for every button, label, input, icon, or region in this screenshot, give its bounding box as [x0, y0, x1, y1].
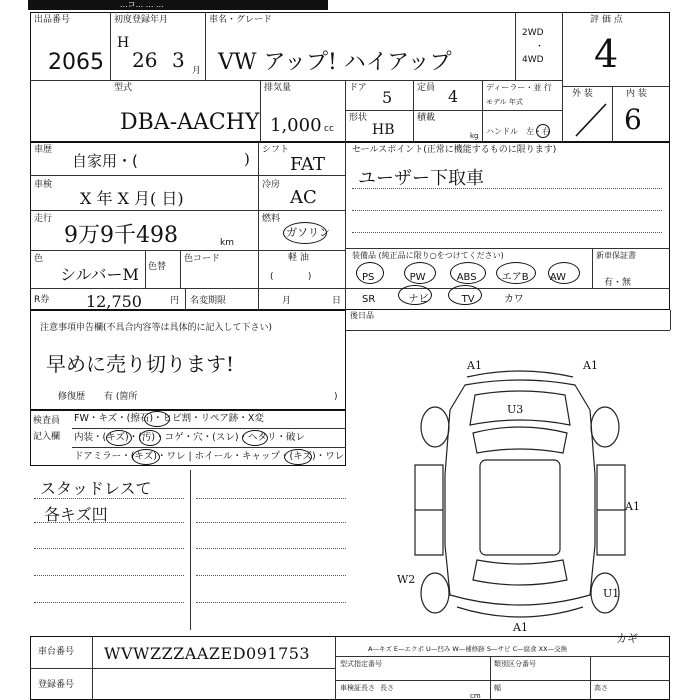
carname-value: VW アップ! ハイアップ — [218, 50, 452, 75]
aircon-label: 冷房 — [262, 180, 281, 190]
mark-kagi: カギ — [616, 632, 638, 645]
notes-value: 早めに売り切ります! — [46, 352, 235, 376]
notes-label: 注意事項申告欄(不具合内容等は具体的に記入して下さい) — [40, 323, 273, 333]
door-label: ドア — [349, 83, 367, 93]
fuel-circle — [283, 222, 327, 244]
eq-ps-circle — [356, 262, 384, 284]
month-label: 月 — [282, 296, 292, 306]
reg-month: 3 — [172, 48, 185, 72]
bottom-c: 車検証長さ — [340, 684, 375, 692]
mark-a1-rear: A1 — [513, 621, 528, 634]
insp-circle-2 — [106, 430, 132, 446]
inspector-row3: ドアミラー・(キズ)・ワレ | ホイール・キャップ・(キズ)・ワレ — [74, 451, 345, 462]
door-value: 5 — [382, 88, 393, 107]
displacement-label: 排気量 — [264, 83, 292, 93]
drive-2wd: 2WD — [522, 28, 544, 38]
color-code-label: 色コード — [184, 254, 221, 264]
mark-u1: U1 — [603, 587, 620, 600]
handle-value: 左・右 — [526, 127, 550, 136]
mileage-value: 9万9千498 — [64, 223, 178, 248]
legend: A—キズ E—エクボ U—凹み W—補修跡 S—サビ C—腐食 XX—交換 — [368, 645, 568, 653]
inspector-row1: FW・キズ・(擦石)・ヒビ割・リペア跡・X変 — [74, 413, 264, 424]
car-diagram — [395, 355, 645, 635]
eq-pw-circle — [404, 262, 436, 284]
drive-dot: ・ — [535, 42, 545, 52]
shape-value: HB — [372, 122, 395, 138]
model-value: DBA-AACHY — [120, 110, 260, 135]
insp-circle-4 — [242, 430, 268, 446]
km-unit: km — [220, 238, 234, 248]
eq-abs: ABS — [456, 272, 477, 283]
insp-circle-3 — [139, 430, 161, 446]
capacity-value: 4 — [448, 87, 459, 106]
eq-pw: PW — [409, 272, 426, 283]
eq-abs-circle — [450, 262, 486, 284]
interior-value: 6 — [624, 103, 642, 136]
lot-number: 2065 — [48, 50, 104, 75]
chassis-value: WVWZZZAAZED091753 — [104, 644, 311, 663]
mark-u3: U3 — [507, 403, 524, 416]
light-oil-paren: ( ) — [270, 272, 312, 282]
eq-tv: TV — [461, 294, 475, 305]
repair-label: 修復歴 — [58, 392, 86, 402]
inspection-value: X 年 X 月( 日) — [80, 189, 184, 208]
cc-unit: cc — [324, 124, 334, 134]
era: H — [117, 35, 130, 51]
eq-navi-circle — [398, 285, 432, 305]
shift-label: シフト — [262, 145, 290, 155]
recycle-label: R券 — [34, 295, 50, 305]
inspector-label1: 検査員 — [33, 416, 61, 426]
eq-airbag: エアB — [501, 272, 529, 283]
inspector-row2: 内装・(キズ)・(汚)・コゲ・穴・(スレ)・ヘタリ・破レ — [74, 432, 306, 443]
capacity-label: 定員 — [417, 83, 436, 93]
eq-tv-circle — [448, 285, 482, 305]
repair-value: 有 (箇所 — [104, 392, 138, 402]
use-value: 自家用・( — [72, 152, 138, 170]
bottom-b: 類別区分番号 — [494, 660, 536, 668]
warranty-value: 有・無 — [604, 278, 632, 288]
recycle-value: 12,750 — [86, 292, 142, 311]
month-unit: 月 — [192, 66, 202, 76]
post-label: 後日品 — [350, 311, 374, 320]
use-close: ) — [244, 150, 250, 168]
lot-label: 出品番号 — [34, 15, 71, 25]
fuel-value: ガソリン — [286, 226, 330, 239]
day-label: 日 — [332, 296, 342, 306]
bottom-a: 型式指定番号 — [340, 660, 382, 668]
top-fragment-text: ...コ... ... ... — [120, 0, 164, 9]
top-fragment — [28, 0, 328, 10]
equipment-label: 装備品 (純正品に限り○をつけてください) — [352, 251, 504, 260]
warranty-label: 新車保証書 — [596, 251, 636, 260]
color-change-label: 色替 — [148, 262, 167, 272]
insp-circle-1 — [144, 411, 170, 427]
eq-aw: AW — [549, 272, 566, 283]
shift-value: FAT — [290, 154, 325, 175]
model-label: 型式 — [114, 83, 133, 93]
registration-label: 登録番号 — [38, 680, 75, 690]
color-value: シルバーM — [60, 265, 139, 284]
use-label: 車歴 — [34, 145, 53, 155]
displacement-value: 1,000 — [270, 115, 322, 136]
insp-circle-6 — [284, 449, 312, 465]
bottom-d: 長さ — [380, 684, 394, 692]
repair-close: ) — [334, 392, 338, 402]
eq-sr: SR — [362, 294, 376, 305]
chassis-label: 車台番号 — [38, 647, 75, 657]
color-label: 色 — [34, 254, 44, 264]
mark-w2: W2 — [397, 573, 416, 586]
bottom-f: 高さ — [594, 684, 608, 692]
fuel-label: 燃料 — [262, 214, 281, 224]
mark-a1-front: A1 — [467, 359, 482, 372]
bottom-e: 幅 — [494, 684, 501, 692]
shape-label: 形状 — [349, 113, 368, 123]
light-oil-label: 軽 油 — [288, 253, 309, 263]
exterior-slash — [572, 102, 608, 138]
mark-a1-right: A1 — [625, 500, 640, 513]
insp-circle-5 — [132, 449, 160, 465]
mileage-label: 走行 — [34, 214, 53, 224]
handle-circle — [536, 124, 550, 138]
aircon-value: AC — [290, 187, 317, 208]
sales-point-label: セールスポイント(正常に機能するものに限ります) — [352, 145, 557, 155]
carname-label: 車名・グレード — [209, 15, 273, 25]
equipment-row2 — [362, 290, 528, 305]
inspector-label2: 記入欄 — [33, 432, 61, 442]
eq-navi: ナビ — [408, 294, 429, 305]
model-year-label: モデル 年式 — [486, 98, 523, 106]
remarks-line2: 各キズ凹 — [44, 505, 108, 524]
dealer-label: ディーラー・並 行 — [486, 83, 552, 92]
eq-ps: PS — [362, 272, 375, 283]
name-change-label: 名変期限 — [190, 296, 227, 306]
handle-label: ハンドル — [486, 127, 518, 136]
load-label: 積載 — [417, 113, 436, 123]
eq-airbag-circle — [496, 262, 536, 284]
mark-a1-front-right: A1 — [583, 359, 598, 372]
interior-label: 内 装 — [626, 89, 647, 99]
eq-aw-circle — [548, 262, 580, 284]
drive-4wd: 4WD — [522, 55, 544, 65]
first-reg-label: 初度登録年月 — [114, 15, 169, 25]
kg-unit: kg — [470, 132, 479, 140]
yen-unit: 円 — [170, 296, 180, 306]
exterior-label: 外 装 — [572, 89, 593, 99]
eq-kawa: カワ — [503, 294, 524, 305]
reg-year: 26 — [132, 48, 158, 72]
score-value: 4 — [594, 32, 619, 76]
score-label: 評 価 点 — [590, 15, 623, 25]
sales-point-value: ユーザー下取車 — [358, 168, 484, 189]
bottom-g: cm — [470, 692, 481, 700]
remarks-line1: スタッドレスて — [40, 479, 152, 498]
inspection-label: 車検 — [34, 180, 53, 190]
